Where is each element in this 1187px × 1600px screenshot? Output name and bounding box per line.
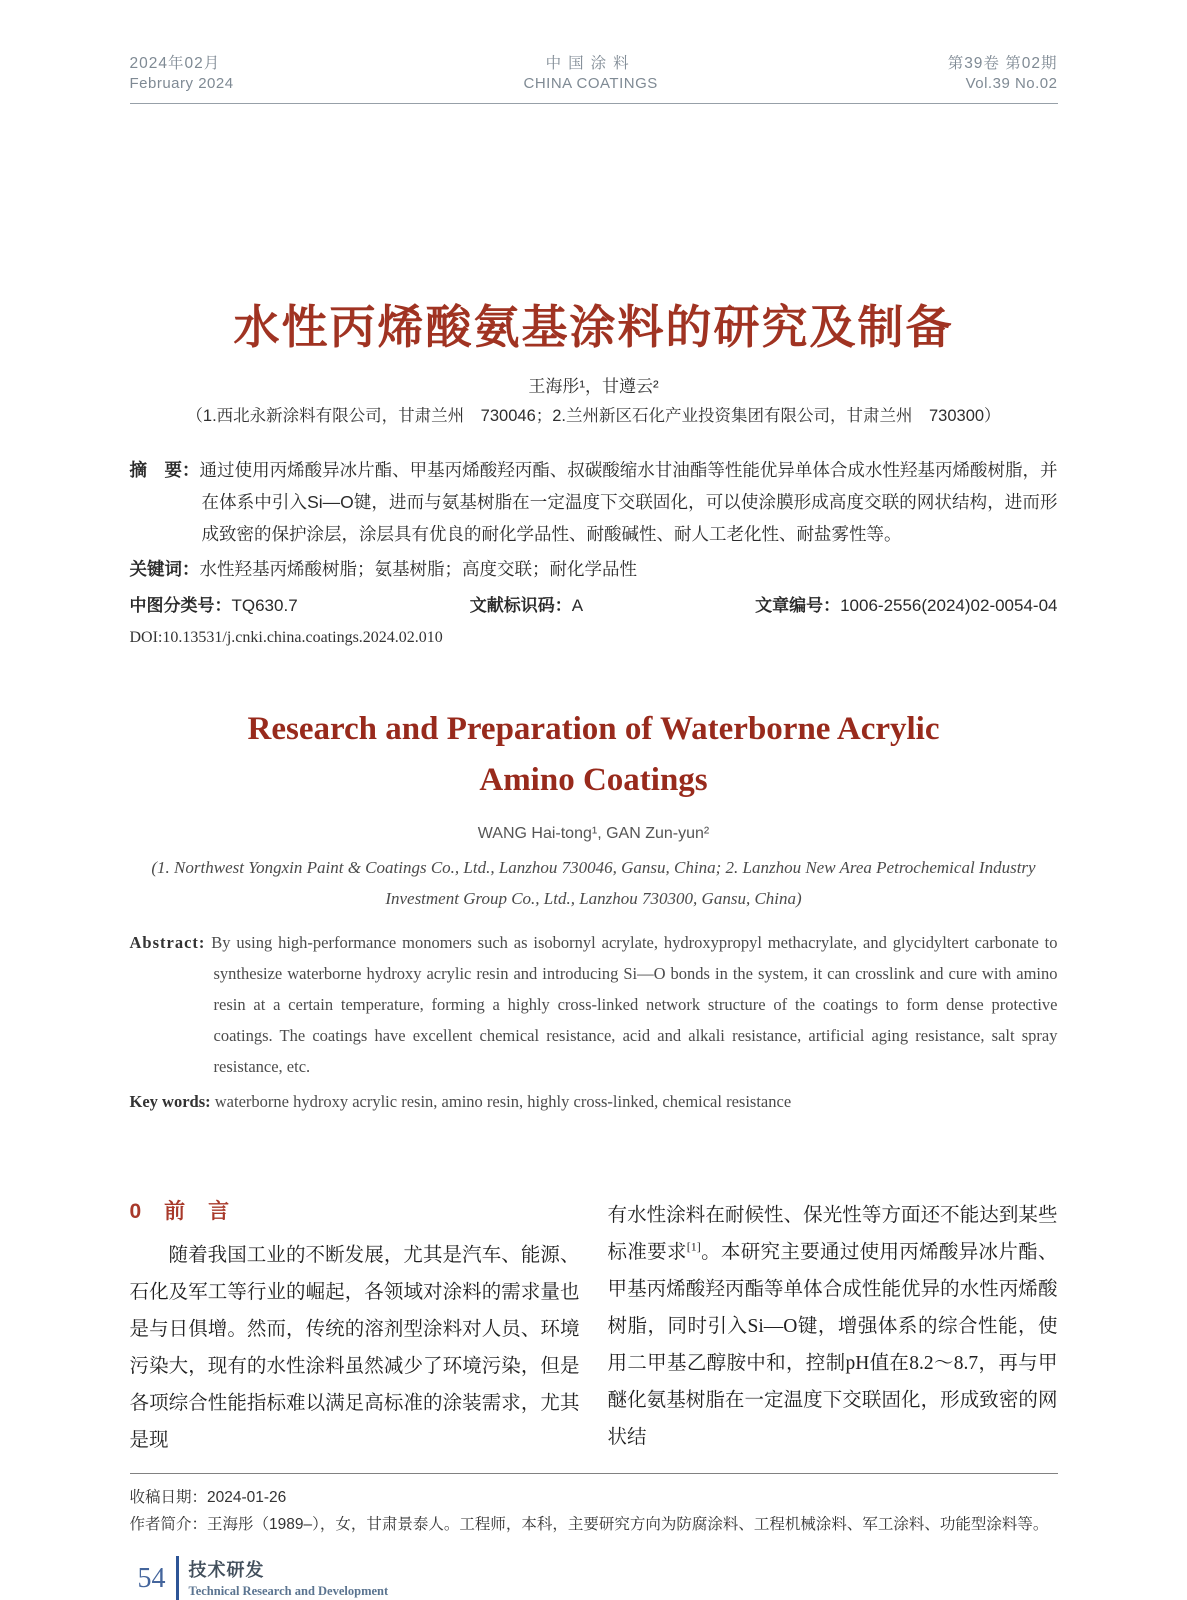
keywords-cn	[130, 554, 1058, 584]
intro-paragraph-right	[608, 1197, 1058, 1456]
keywords-cn-label: 关键词：	[129, 559, 200, 580]
page-footer	[130, 1556, 1058, 1600]
article-id-label: 文章编号：	[755, 596, 841, 616]
footnote-block	[130, 1473, 1058, 1538]
running-head-issue	[948, 54, 1058, 94]
section-heading-intro: 0 前 言	[129, 1200, 231, 1224]
intro-right-text-b: 。本研究主要通过使用丙烯酸异冰片酯、甲基丙烯酸羟丙酯等单体合成性能优异的水性丙烯酸树脂，同时引入Si—O键，增强体系的综合性能，使用二甲基乙醇胺中和，控制pH值在8.2～8.7，再与甲醚化氨基树脂在一定温度下交联固化，形成致密的网状结	[607, 1242, 1058, 1449]
author-bio-line	[130, 1511, 1058, 1538]
received-date-line	[130, 1484, 1058, 1511]
running-head-date	[130, 54, 234, 94]
body-column-left	[130, 1197, 580, 1459]
affiliation-cn: （1.西北永新涂料有限公司，甘肃兰州 730046；2.兰州新区石化产业投资集团有限公司，甘肃兰州 730300）	[186, 407, 1001, 426]
journal-name-cn: 中国涂料	[545, 55, 636, 72]
doi: DOI:10.13531/j.cnki.china.coatings.2024.02.010	[129, 629, 443, 647]
doc-code-value: A	[571, 596, 584, 616]
abstract-cn-label: 摘 要：	[129, 460, 200, 481]
abstract-en-label: Abstract:	[129, 933, 206, 953]
issue-en: Vol.39 No.02	[965, 75, 1058, 92]
page-number: 54	[137, 1563, 166, 1595]
classification-row	[130, 591, 1058, 621]
authors-cn: 王海彤¹，甘遵云²	[528, 377, 659, 397]
abstract-cn	[130, 454, 1058, 550]
affiliation-en: (1. Northwest Yongxin Paint & Coatings Co., Ltd., Lanzhou 730046, Gansu, China; 2. Lanzhou New Area Petrochemical Industry Investment Group Co., Ltd., Lanzhou 730300, Gansu, China)	[151, 858, 1036, 909]
article-title-en: Research and Preparation of Waterborne Acrylic Amino Coatings	[247, 711, 940, 799]
abstract-en-text: By using high-performance monomers such as isobornyl acrylate, hydroxypropyl methacrylate, and glycidyltert carbonate to synthesize waterborne hydroxy acrylic resin and introducing Si—O bonds in the system, it can crosslink and cure with amino resin at a certain temperature, forming a highly cross-linked network structure of the coatings to form dense protective coatings. The coatings have excellent chemical resistance, acid and alkali resistance, artificial aging resistance, salt spray resistance, etc.	[211, 933, 1058, 1077]
clc-label: 中图分类号：	[129, 596, 232, 616]
received-date-value: 2024-01-26	[207, 1489, 287, 1507]
date-cn: 2024年02月	[129, 55, 221, 72]
journal-name-en: CHINA COATINGS	[523, 75, 658, 92]
reference-marker-1: [1]	[686, 1239, 701, 1254]
article-title-cn: 水性丙烯酸氨基涂料的研究及制备	[233, 301, 954, 353]
keywords-cn-text: 水性羟基丙烯酸树脂；氨基树脂；高度交联；耐化学品性	[199, 559, 637, 580]
running-head-journal	[524, 54, 658, 94]
article-id	[755, 591, 1057, 621]
footer-section-en: Technical Research and Development	[188, 1584, 389, 1599]
issue-cn: 第39卷 第02期	[947, 55, 1058, 72]
received-date-label: 收稿日期：	[129, 1489, 208, 1507]
footer-section-cn: 技术研发	[188, 1560, 265, 1581]
intro-right-text-a: 有水性涂料在耐候性、保光性等方面还不能达到某些标准要求	[607, 1205, 1058, 1264]
author-bio-label: 作者简介：	[129, 1516, 208, 1534]
keywords-en	[130, 1086, 1058, 1117]
footer-section-name	[189, 1558, 389, 1600]
abstract-en	[130, 927, 1058, 1082]
clc-number	[130, 591, 298, 621]
authors-en: WANG Hai-tong¹, GAN Zun-yun²	[477, 825, 710, 843]
keywords-en-label: Key words:	[129, 1092, 211, 1112]
body-columns	[130, 1197, 1058, 1459]
author-bio-text: 王海彤（1989–），女，甘肃景泰人。工程师，本科，主要研究方向为防腐涂料、工程机械涂料、军工涂料、功能型涂料等。	[207, 1516, 1049, 1534]
article-id-value: 1006-2556(2024)02-0054-04	[840, 596, 1058, 616]
intro-paragraph-left: 随着我国工业的不断发展，尤其是汽车、能源、石化及军工等行业的崛起，各领域对涂料的需求量也是与日俱增。然而，传统的溶剂型涂料对人员、环境污染大，现有的水性涂料虽然减少了环境污染，但是各项综合性能指标难以满足高标准的涂装需求，尤其是现	[129, 1245, 580, 1452]
document-code	[470, 591, 583, 621]
body-column-right	[608, 1197, 1058, 1459]
running-head	[130, 0, 1058, 104]
abstract-cn-text: 通过使用丙烯酸异冰片酯、甲基丙烯酸羟丙酯、叔碳酸缩水甘油酯等性能优异单体合成水性羟基丙烯酸树脂，并在体系中引入Si—O键，进而与氨基树脂在一定温度下交联固化，可以使涂膜形成高度交联的网状结构，进而形成致密的保护涂层，涂层具有优良的耐化学品性、耐酸碱性、耐人工老化性、耐盐雾性等。	[199, 460, 1058, 545]
date-en: February 2024	[129, 75, 234, 92]
doc-code-label: 文献标识码：	[469, 596, 572, 616]
clc-value: TQ630.7	[231, 596, 298, 616]
footer-divider-bar	[176, 1556, 179, 1600]
keywords-en-text: waterborne hydroxy acrylic resin, amino resin, highly cross-linked, chemical resistance	[214, 1092, 792, 1112]
